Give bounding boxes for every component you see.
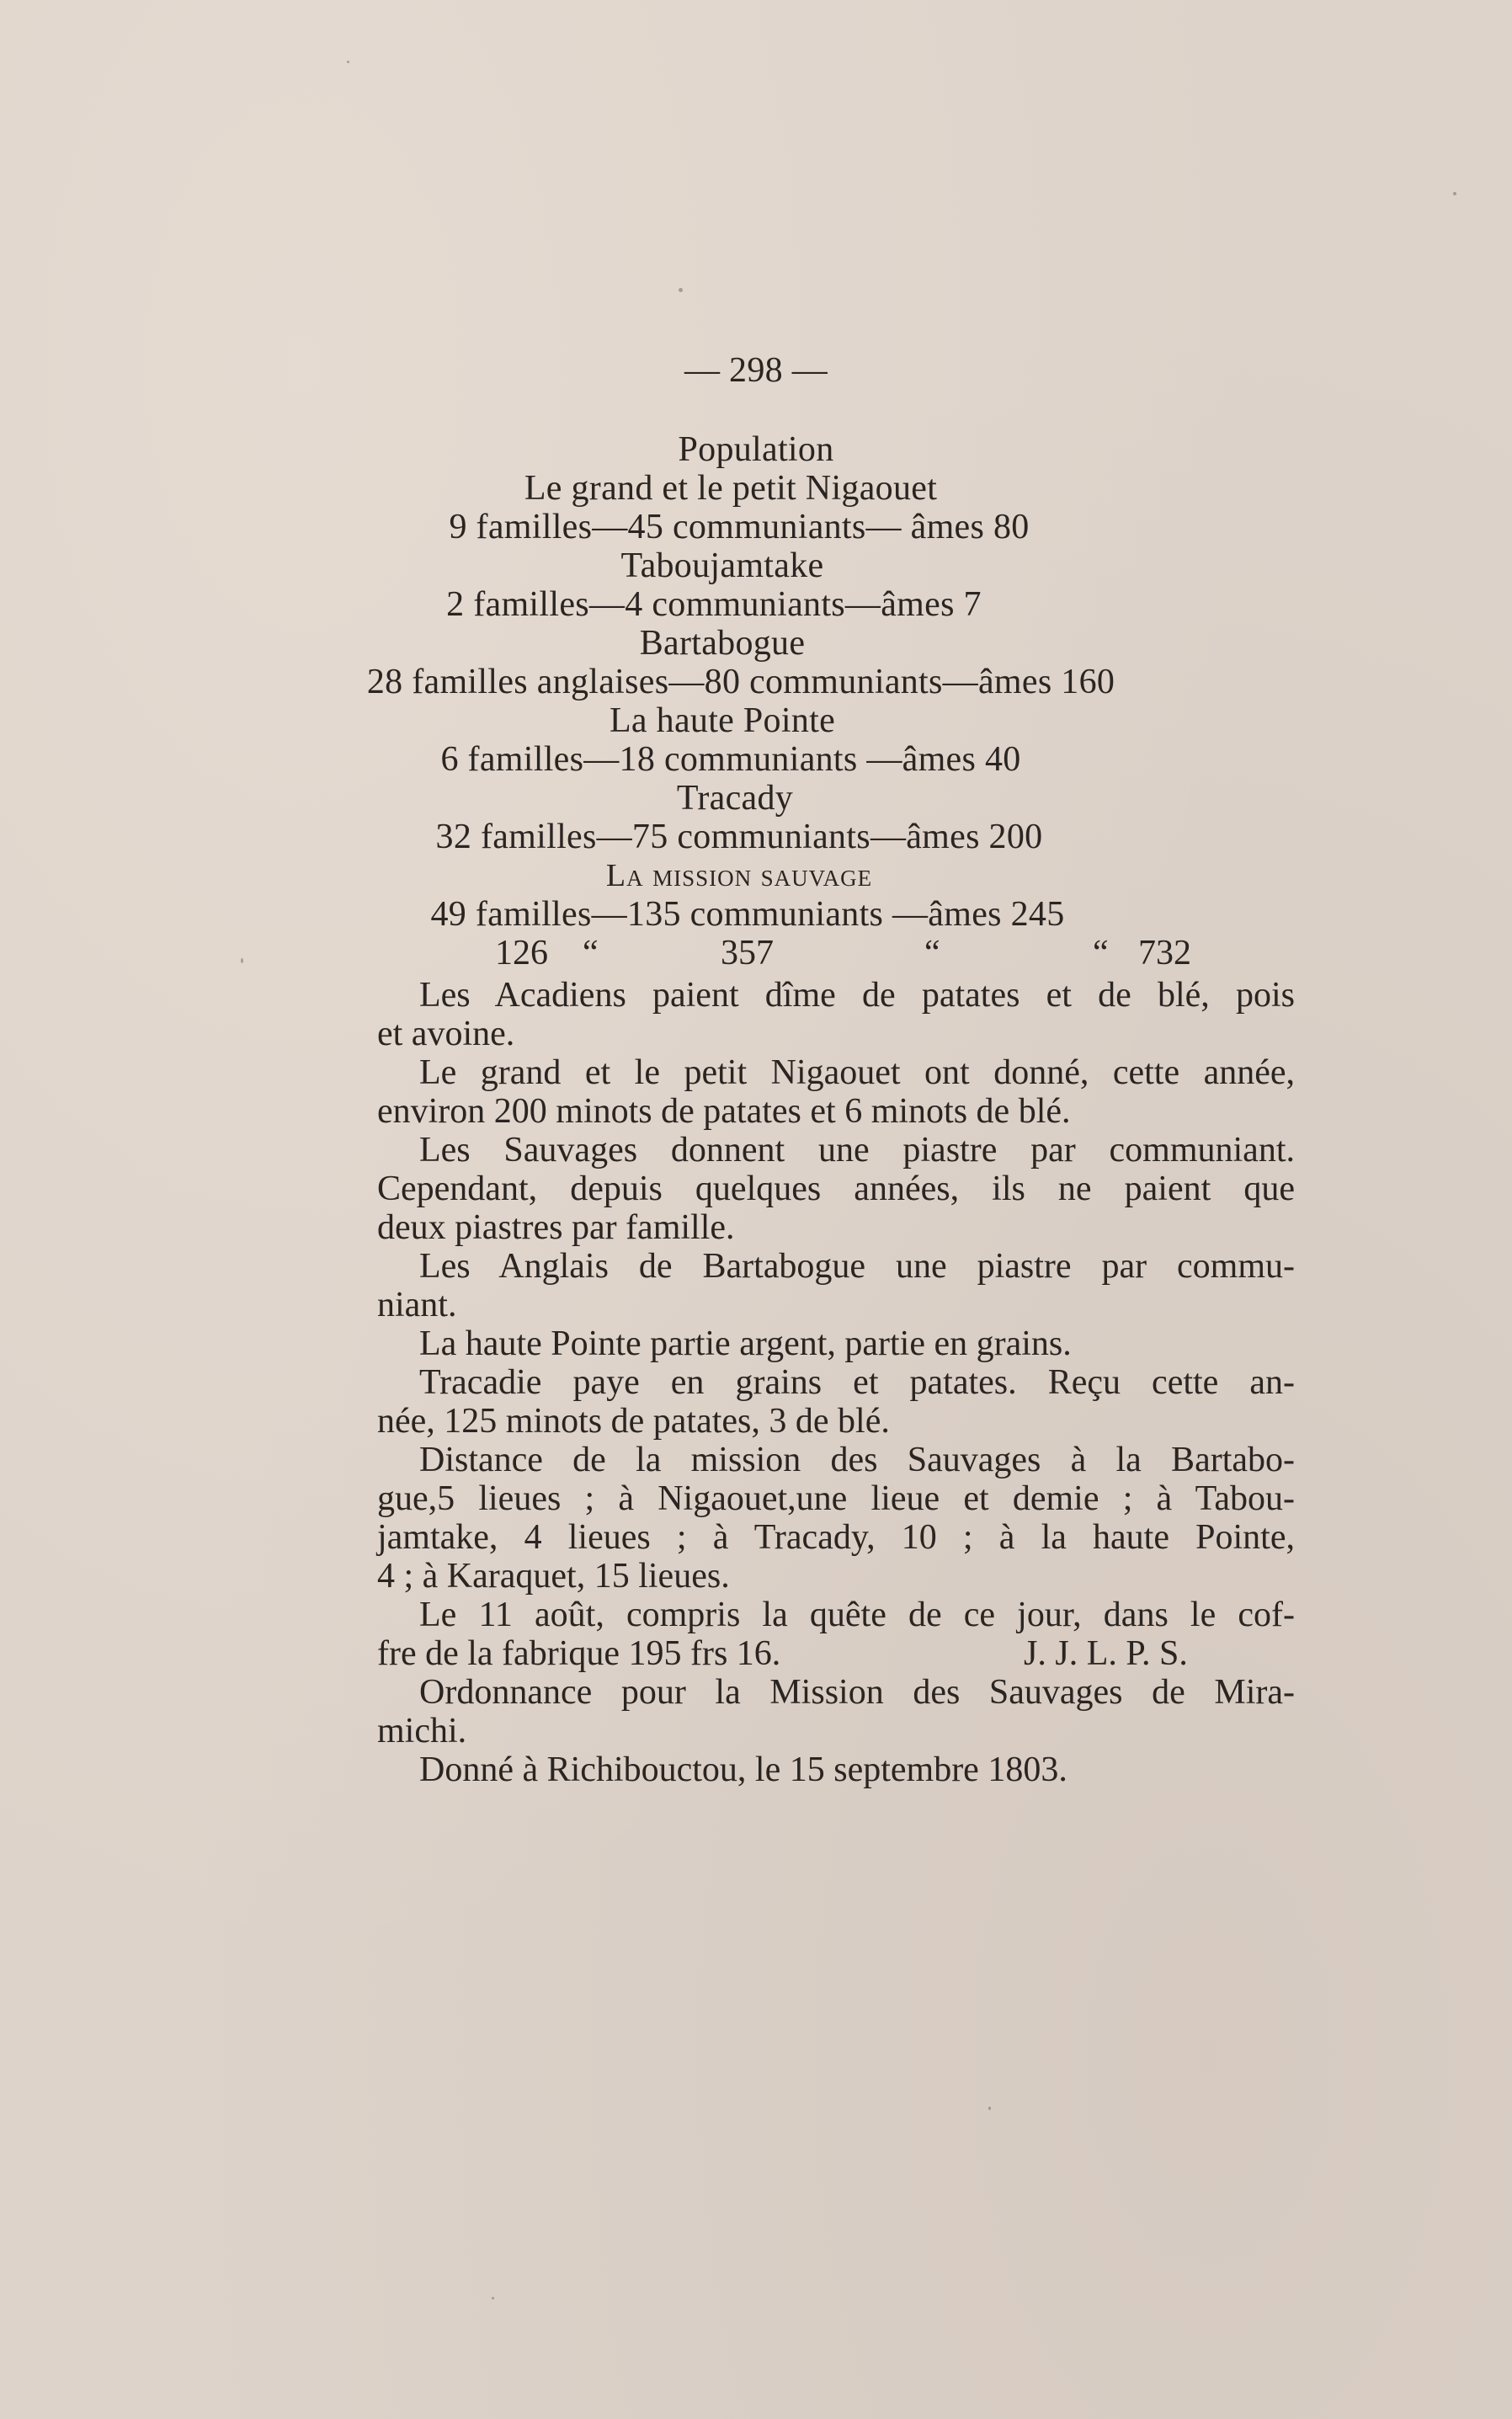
paragraph-line: niant. xyxy=(377,1286,457,1324)
paragraph-line: gue,5 lieues ; à Nigaouet,une lieue et demie ; à Tabou- xyxy=(377,1479,1295,1518)
paragraph-line: jamtake, 4 lieues ; à Tracady, 10 ; à la haute Pointe, xyxy=(377,1518,1295,1557)
paragraph-line: Les Anglais de Bartabogue une piastre par commu- xyxy=(419,1247,1295,1286)
mission-total-cell: 126 xyxy=(495,934,548,972)
mission-heading: La mission sauvage xyxy=(605,858,873,893)
paragraph-line: Tracadie paye en grains et patates. Reçu cette an- xyxy=(419,1363,1295,1402)
paragraph-line: née, 125 minots de patates, 3 de blé. xyxy=(377,1402,890,1441)
signature-initials: J. J. L. P. S. xyxy=(1024,1634,1188,1673)
paragraph-line: Le 11 août, compris la quête de ce jour, dans le cof- xyxy=(419,1596,1295,1634)
ditto-mark: “ xyxy=(1093,934,1109,972)
mission-total-cell: 357 xyxy=(721,934,774,972)
paragraph-line: Distance de la mission des Sauvages à la Bartabo- xyxy=(419,1441,1295,1479)
paper-speck xyxy=(1453,192,1456,195)
paragraph-line: fre de la fabrique 195 frs 16. xyxy=(377,1634,781,1673)
paragraph-line: Les Acadiens paient dîme de patates et de blé, pois xyxy=(419,976,1295,1015)
ditto-mark: “ xyxy=(924,934,940,972)
paragraph-line: deux piastres par famille. xyxy=(377,1208,735,1247)
mission-total-cell: 732 xyxy=(1138,934,1191,972)
census-place: Tracady xyxy=(676,779,794,818)
paragraph-line: Les Sauvages donnent une piastre par communiant. xyxy=(419,1131,1295,1170)
paper-speck xyxy=(241,958,243,963)
census-figures: 28 familles anglaises—80 communiants—âmes 160 xyxy=(366,663,1115,701)
paragraph-line: michi. xyxy=(377,1712,467,1750)
census-figures: 2 familles—4 communiants—âmes 7 xyxy=(446,585,982,624)
paragraph-line: Ordonnance pour la Mission des Sauvages de Mira- xyxy=(419,1673,1295,1712)
paper-speck xyxy=(347,61,349,63)
census-place: Taboujamtake xyxy=(620,546,824,585)
paragraph-line: Cependant, depuis quelques années, ils ne paient que xyxy=(377,1170,1295,1208)
paragraph-line: Donné à Richibouctou, le 15 septembre 1803. xyxy=(419,1750,1067,1789)
paper-speck xyxy=(679,288,683,292)
mission-row: 49 familles—135 communiants —âmes 245 xyxy=(430,895,1065,934)
ditto-mark: “ xyxy=(583,934,599,972)
census-place: Le grand et le petit Nigaouet xyxy=(524,469,938,508)
census-place: Bartabogue xyxy=(639,624,806,663)
paper-speck xyxy=(492,2297,494,2299)
census-figures: 6 familles—18 communiants —âmes 40 xyxy=(440,740,1021,779)
census-figures: 32 familles—75 communiants—âmes 200 xyxy=(435,818,1043,856)
page-number: — 298 — xyxy=(684,351,828,390)
paper-speck xyxy=(988,2107,991,2110)
census-place: La haute Pointe xyxy=(609,701,836,740)
paragraph-line: La haute Pointe partie argent, partie en grains. xyxy=(419,1324,1072,1363)
census-figures: 9 familles—45 communiants— âmes 80 xyxy=(449,508,1030,546)
paragraph-line: 4 ; à Karaquet, 15 lieues. xyxy=(377,1557,730,1596)
paragraph-line: et avoine. xyxy=(377,1015,515,1053)
population-heading: Population xyxy=(678,430,834,469)
paragraph-line: Le grand et le petit Nigaouet ont donné, cette année, xyxy=(419,1053,1295,1092)
paragraph-line: environ 200 minots de patates et 6 minots de blé. xyxy=(377,1092,1071,1131)
